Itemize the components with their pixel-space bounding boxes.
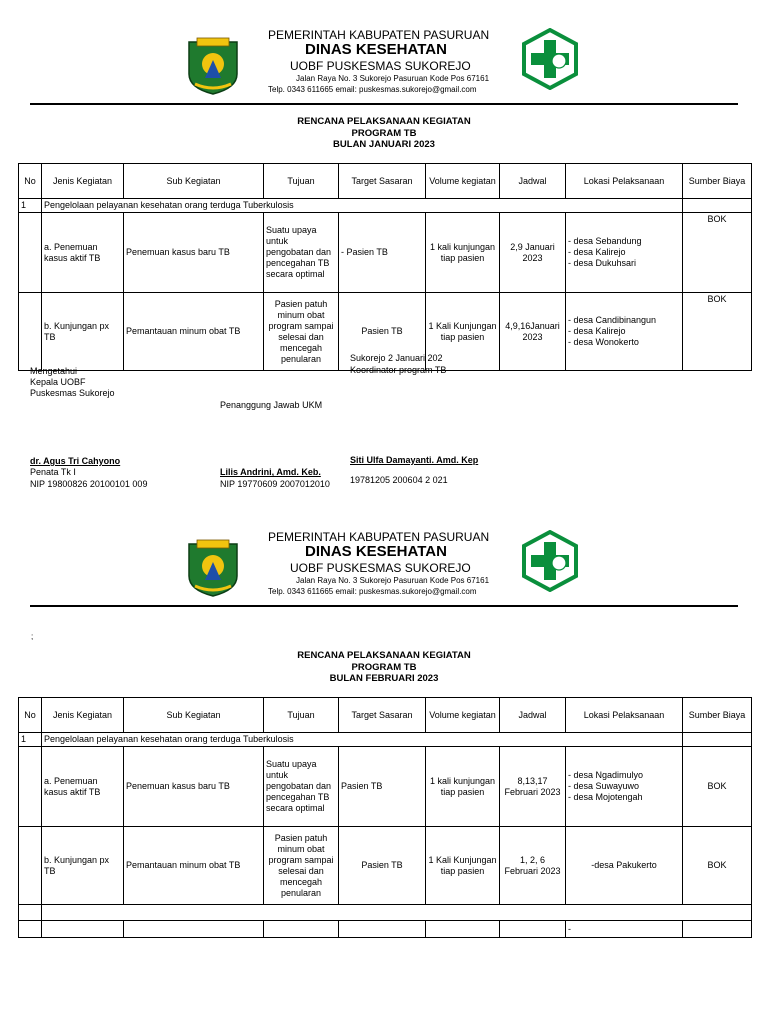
letterhead-rule [30, 103, 738, 105]
header-volume: Volume kegiatan [426, 164, 500, 199]
bakti-husada-logo-icon [520, 530, 580, 592]
sig-place-date: Sukorejo 2 Januari 202 [350, 353, 443, 363]
cell-jadwal: 1, 2, 6 Februari 2023 [500, 827, 566, 905]
cell-tujuan: Suatu upaya untuk pengobatan dan pencegahan TB secara optimal [264, 747, 339, 827]
plan-title-jan [0, 116, 768, 151]
kabupaten-pasuruan-emblem-icon [185, 36, 241, 96]
cell-tujuan: Suatu upaya untuk pengobatan dan pencegahan TB secara optimal [264, 213, 339, 293]
sig-pj-name: Lilis Andrini, Amd. Keb. [220, 467, 321, 477]
cell-volume: 1 kali kunjungan tiap pasien [426, 747, 500, 827]
title-line-1: RENCANA PELAKSANAAN KEGIATAN [297, 116, 471, 127]
table-row [19, 213, 752, 293]
sig-puskesmas: Puskesmas Sukorejo [30, 388, 115, 398]
group-label: Pengelolaan pelayanan kesehatan orang terduga Tuberkulosis [42, 199, 683, 213]
cell-target: Pasien TB [339, 293, 426, 371]
cell-lokasi: - desa Candibinangun - desa Kalirejo - desa Wonokerto [566, 293, 683, 371]
title-line-2: PROGRAM TB [351, 661, 417, 673]
cell-sumber: BOK [683, 827, 752, 905]
sig-kepala-name: dr. Agus Tri Cahyono [30, 456, 121, 466]
cell-volume: 1 Kali Kunjungan tiap pasien [426, 827, 500, 905]
cell-jenis: b. Kunjungan px TB [42, 293, 124, 371]
header-sumber: Sumber Biaya [683, 164, 752, 199]
cell-sumber: BOK [683, 213, 752, 293]
cell-volume: 1 Kali Kunjungan tiap pasien [426, 293, 500, 371]
cell-jadwal: 2,9 Januari 2023 [500, 213, 566, 293]
letterhead-rule [30, 605, 738, 607]
sig-mengetahui: Mengetahui [30, 366, 78, 376]
header-sub: Sub Kegiatan [124, 698, 264, 733]
cell-sub: Pemantauan minum obat TB [124, 827, 264, 905]
cell-sub: Penemuan kasus baru TB [124, 213, 264, 293]
letterhead [0, 0, 768, 112]
header-jenis: Jenis Kegiatan [42, 164, 124, 199]
cell-jenis: a. Penemuan kasus aktif TB [42, 213, 124, 293]
cell-lokasi: - desa Ngadimulyo - desa Suwayuwo - desa Mojotengah [566, 747, 683, 827]
title-line-1: RENCANA PELAKSANAAN KEGIATAN [297, 650, 471, 661]
stray-mark: ; [31, 632, 34, 641]
sig-koord-nip: 19781205 200604 2 021 [350, 475, 448, 485]
title-line-2: PROGRAM TB [351, 127, 417, 139]
table-header-row [19, 164, 752, 199]
table-row-empty [19, 921, 752, 938]
title-line-3: BULAN JANUARI 2023 [333, 139, 435, 150]
cell-volume: 1 kali kunjungan tiap pasien [426, 213, 500, 293]
header-no: No [19, 698, 42, 733]
letterhead-government: PEMERINTAH KABUPATEN PASURUAN [268, 530, 490, 544]
cell-target: - Pasien TB [339, 213, 426, 293]
header-sumber: Sumber Biaya [683, 698, 752, 733]
letterhead-government: PEMERINTAH KABUPATEN PASURUAN [268, 28, 490, 42]
cell-jenis: a. Penemuan kasus aktif TB [42, 747, 124, 827]
sig-kepala-nip: NIP 19800826 20100101 009 [30, 479, 148, 489]
header-jenis: Jenis Kegiatan [42, 698, 124, 733]
plan-table-jan [18, 163, 752, 371]
table-row [19, 747, 752, 827]
sig-koord-name: Siti Ulfa Damayanti. Amd. Kep [350, 455, 479, 465]
table-row-empty [19, 905, 752, 921]
cell-jenis: b. Kunjungan px TB [42, 827, 124, 905]
group-empty [683, 199, 752, 213]
letterhead-address: Jalan Raya No. 3 Sukorejo Pasuruan Kode Pos 67161 [296, 74, 490, 83]
plan-table-feb [18, 697, 752, 938]
header-sub: Sub Kegiatan [124, 164, 264, 199]
cell-sumber: BOK [683, 293, 752, 371]
cell-sub: Pemantauan minum obat TB [124, 293, 264, 371]
sig-kepala: Kepala UOBF [30, 377, 86, 387]
header-volume: Volume kegiatan [426, 698, 500, 733]
group-no: 1 [19, 199, 42, 213]
letterhead-contact: Telp. 0343 611665 email: puskesmas.sukorejo@gmail.com [268, 587, 477, 596]
table-row [19, 827, 752, 905]
cell-jadwal: 8,13,17 Februari 2023 [500, 747, 566, 827]
sig-kepala-rank: Penata Tk I [30, 467, 76, 477]
header-target: Target Sasaran [339, 698, 426, 733]
cell-tujuan: Pasien patuh minum obat program sampai selesai dan mencegah penularan [264, 293, 339, 371]
header-target: Target Sasaran [339, 164, 426, 199]
group-label: Pengelolaan pelayanan kesehatan orang terduga Tuberkulosis [42, 733, 683, 747]
cell-lokasi: - desa Sebandung - desa Kalirejo - desa Dukuhsari [566, 213, 683, 293]
letterhead-contact: Telp. 0343 611665 email: puskesmas.sukorejo@gmail.com [268, 85, 477, 94]
cell-target: Pasien TB [339, 747, 426, 827]
table-group-row [19, 733, 752, 747]
bakti-husada-logo-icon [520, 28, 580, 90]
group-empty [683, 733, 752, 747]
header-jadwal: Jadwal [500, 164, 566, 199]
sig-pj-title: Penanggung Jawab UKM [220, 400, 323, 410]
header-jadwal: Jadwal [500, 698, 566, 733]
cell-lokasi: -desa Pakukerto [566, 827, 683, 905]
letterhead-agency: DINAS KESEHATAN [305, 41, 447, 58]
cell-lokasi: - [566, 921, 683, 938]
letterhead-unit: UOBF PUSKESMAS SUKOREJO [290, 561, 471, 575]
letterhead-agency: DINAS KESEHATAN [305, 543, 447, 560]
header-tujuan: Tujuan [264, 698, 339, 733]
cell-jadwal: 4,9,16Januari 2023 [500, 293, 566, 371]
title-line-3: BULAN FEBRUARI 2023 [329, 673, 439, 684]
header-lokasi: Lokasi Pelaksanaan [566, 164, 683, 199]
table-header-row [19, 698, 752, 733]
table-group-row [19, 199, 752, 213]
letterhead-unit: UOBF PUSKESMAS SUKOREJO [290, 59, 471, 73]
group-no: 1 [19, 733, 42, 747]
cell-sumber: BOK [683, 747, 752, 827]
kabupaten-pasuruan-emblem-icon [185, 538, 241, 598]
sig-koordinator: Koordinator program TB [350, 365, 447, 375]
cell-sub: Penemuan kasus baru TB [124, 747, 264, 827]
sig-pj-nip: NIP 19770609 2007012010 [220, 479, 330, 489]
header-lokasi: Lokasi Pelaksanaan [566, 698, 683, 733]
header-tujuan: Tujuan [264, 164, 339, 199]
header-no: No [19, 164, 42, 199]
plan-title-feb [0, 650, 768, 685]
letterhead-address: Jalan Raya No. 3 Sukorejo Pasuruan Kode Pos 67161 [296, 576, 490, 585]
cell-tujuan: Pasien patuh minum obat program sampai selesai dan mencegah penularan [264, 827, 339, 905]
letterhead [0, 502, 768, 614]
cell-target: Pasien TB [339, 827, 426, 905]
